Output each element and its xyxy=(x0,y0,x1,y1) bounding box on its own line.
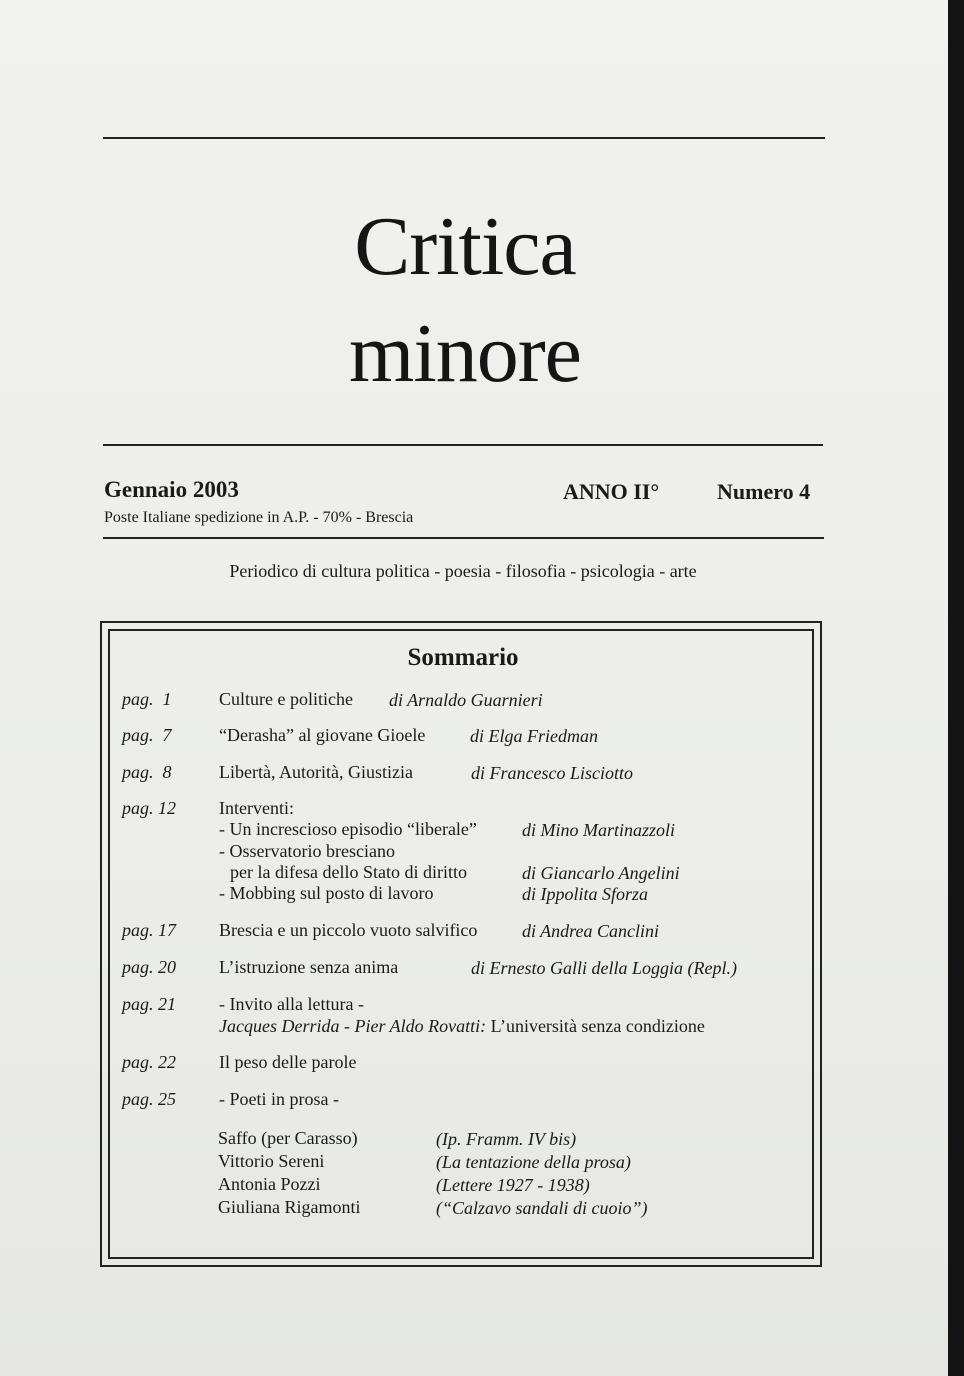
toc-title: Culture e politiche xyxy=(219,689,353,709)
toc-author: di Elga Friedman xyxy=(470,726,598,746)
toc-page-number: pag. 20 xyxy=(122,957,176,977)
info-rule xyxy=(103,537,824,539)
toc-title-line2 xyxy=(219,1016,705,1037)
poet-name: Giuliana Rigamonti xyxy=(218,1197,361,1217)
toc-page-number: pag. 1 xyxy=(122,689,172,709)
toc-page-number: pag. 8 xyxy=(122,762,172,782)
toc-authors: Jacques Derrida - Pier Aldo Rovatti: xyxy=(219,1016,487,1036)
toc-author: di Giancarlo Angelini xyxy=(522,863,680,883)
toc-subtitle: - Un increscioso episodio “liberale” xyxy=(219,819,477,839)
toc-subtitle: - Mobbing sul posto di lavoro xyxy=(219,883,434,903)
periodical-subtitle: Periodico di cultura politica - poesia - filosofia - psicologia - arte xyxy=(229,561,697,581)
issue-number: Numero 4 xyxy=(717,479,811,504)
toc-author: di Francesco Lisciotto xyxy=(471,763,633,783)
toc-subtitle: - Osservatorio bresciano xyxy=(219,841,395,861)
toc-title: Interventi: xyxy=(219,798,294,818)
contents-heading: Sommario xyxy=(407,644,519,671)
poet-name: Saffo (per Carasso) xyxy=(218,1128,358,1148)
issue-date: Gennaio 2003 xyxy=(104,477,239,502)
poet-work: (La tentazione della prosa) xyxy=(436,1152,631,1172)
toc-book-title: L’università senza condizione xyxy=(490,1016,705,1036)
toc-title: Brescia e un piccolo vuoto salvifico xyxy=(219,920,478,940)
poet-work: (“Calzavo sandali di cuoio”) xyxy=(436,1198,648,1218)
toc-title: - Poeti in prosa - xyxy=(219,1089,339,1109)
toc-page-number: pag. 17 xyxy=(122,920,176,940)
toc-author: di Ippolita Sforza xyxy=(522,884,649,904)
toc-author: di Ernesto Galli della Loggia (Repl.) xyxy=(471,958,737,978)
poet-work: (Lettere 1927 - 1938) xyxy=(436,1175,590,1195)
toc-page-number: pag. 25 xyxy=(122,1089,176,1109)
poet-work: (Ip. Framm. IV bis) xyxy=(436,1129,577,1149)
masthead-rule xyxy=(103,444,823,446)
toc-author: di Mino Martinazzoli xyxy=(522,820,676,840)
toc-title: L’istruzione senza anima xyxy=(219,957,399,977)
issue-year: ANNO II° xyxy=(563,479,660,504)
toc-author: di Arnaldo Guarnieri xyxy=(389,690,543,710)
title-line-2: minore xyxy=(349,307,581,400)
toc-title: Il peso delle parole xyxy=(219,1052,357,1072)
toc-page-number: pag. 7 xyxy=(122,725,172,745)
postal-info: Poste Italiane spedizione in A.P. - 70% - Brescia xyxy=(104,509,414,526)
title-line-1: Critica xyxy=(354,200,576,293)
toc-title: - Invito alla lettura - xyxy=(219,994,364,1014)
toc-title: “Derasha” al giovane Gioele xyxy=(219,725,426,745)
toc-page-number: pag. 12 xyxy=(122,798,176,818)
poet-name: Vittorio Sereni xyxy=(218,1151,325,1171)
toc-subtitle: per la difesa dello Stato di diritto xyxy=(230,862,467,882)
poet-name: Antonia Pozzi xyxy=(218,1174,321,1194)
toc-author: di Andrea Canclini xyxy=(522,921,659,941)
toc-title: Libertà, Autorità, Giustizia xyxy=(219,762,413,782)
top-rule xyxy=(103,137,825,139)
toc-page-number: pag. 22 xyxy=(122,1052,176,1072)
toc-page-number: pag. 21 xyxy=(122,994,176,1014)
